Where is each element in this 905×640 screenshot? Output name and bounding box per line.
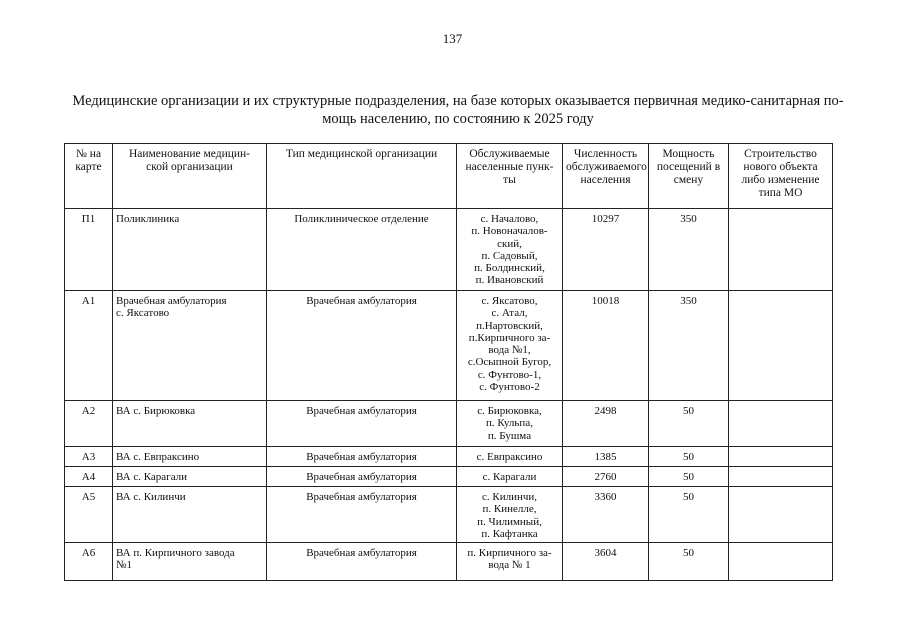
cell-settlements: с. Евпраксино (457, 447, 563, 467)
cell-population: 3360 (563, 487, 649, 543)
header-capacity: Мощность посещений в смену (649, 144, 729, 209)
page-number: 137 (442, 31, 463, 46)
cell-population: 3604 (563, 543, 649, 581)
header-settlements: Обслуживаемые населенные пунк- ты (457, 144, 563, 209)
table-row (65, 447, 833, 467)
cell-organization-type: Врачебная амбулатория (267, 291, 457, 401)
cell-settlements: с. Яксатово, с. Атал, п.Нартовский, п.Кирпичного за- вода №1, с.Осыпной Бугор, с. Фунтово-1, с. Фунтово-2 (457, 291, 563, 401)
cell-organization-name: ВА с. Евпраксино (113, 447, 267, 467)
cell-population: 2498 (563, 401, 649, 447)
cell-capacity: 50 (649, 401, 729, 447)
cell-settlements: п. Кирпичного за- вода № 1 (457, 543, 563, 581)
cell-population: 10018 (563, 291, 649, 401)
cell-population: 1385 (563, 447, 649, 467)
header-organization-name: Наименование медицин- ской организации (113, 144, 267, 209)
cell-organization-name: ВА с. Бирюковка (113, 401, 267, 447)
title-line: Медицинские организации и их структурные подразделения, на базе которых оказывается первичная медико-санитарная по- (72, 93, 844, 109)
cell-construction (729, 209, 833, 291)
header-map-number: № на карте (65, 144, 113, 209)
document-title (60, 92, 856, 128)
cell-population: 2760 (563, 467, 649, 487)
cell-capacity: 350 (649, 291, 729, 401)
cell-organization-type: Врачебная амбулатория (267, 543, 457, 581)
table-row (65, 291, 833, 401)
cell-construction (729, 291, 833, 401)
table-body (65, 209, 833, 581)
cell-map-number: А4 (65, 467, 113, 487)
cell-construction (729, 467, 833, 487)
cell-settlements: с. Килинчи, п. Кинелле, п. Чилимный, п. Кафтанка (457, 487, 563, 543)
table-row (65, 209, 833, 291)
cell-map-number: А1 (65, 291, 113, 401)
table-row (65, 487, 833, 543)
cell-organization-type: Поликлиническое отделение (267, 209, 457, 291)
cell-map-number: А3 (65, 447, 113, 467)
cell-organization-name: ВА п. Кирпичного завода №1 (113, 543, 267, 581)
cell-construction (729, 487, 833, 543)
cell-map-number: А6 (65, 543, 113, 581)
cell-settlements: с. Бирюковка, п. Кульпа, п. Бушма (457, 401, 563, 447)
table-header-row (65, 144, 833, 209)
cell-organization-name: ВА с. Килинчи (113, 487, 267, 543)
table-row (65, 467, 833, 487)
cell-capacity: 50 (649, 543, 729, 581)
cell-organization-type: Врачебная амбулатория (267, 487, 457, 543)
cell-settlements: с. Началово, п. Новоначалов- ский, п. Садовый, п. Болдинский, п. Ивановский (457, 209, 563, 291)
cell-map-number: П1 (65, 209, 113, 291)
header-population: Численность обслуживаемого населения (563, 144, 649, 209)
cell-capacity: 50 (649, 487, 729, 543)
cell-organization-type: Врачебная амбулатория (267, 467, 457, 487)
cell-population: 10297 (563, 209, 649, 291)
table-row (65, 401, 833, 447)
cell-organization-type: Врачебная амбулатория (267, 447, 457, 467)
table-row (65, 543, 833, 581)
cell-construction (729, 543, 833, 581)
cell-organization-name: Врачебная амбулатория с. Яксатово (113, 291, 267, 401)
cell-organization-name: ВА с. Карагали (113, 467, 267, 487)
cell-map-number: А5 (65, 487, 113, 543)
cell-construction (729, 447, 833, 467)
cell-capacity: 350 (649, 209, 729, 291)
medical-organizations-table (64, 143, 833, 581)
cell-organization-name: Поликлиника (113, 209, 267, 291)
title-line: мощь населению, по состоянию к 2025 году (322, 111, 594, 127)
cell-capacity: 50 (649, 467, 729, 487)
cell-map-number: А2 (65, 401, 113, 447)
header-organization-type: Тип медицинской организации (267, 144, 457, 209)
cell-organization-type: Врачебная амбулатория (267, 401, 457, 447)
header-construction: Строительство нового объекта либо изменение типа МО (729, 144, 833, 209)
cell-settlements: с. Карагали (457, 467, 563, 487)
cell-capacity: 50 (649, 447, 729, 467)
cell-construction (729, 401, 833, 447)
